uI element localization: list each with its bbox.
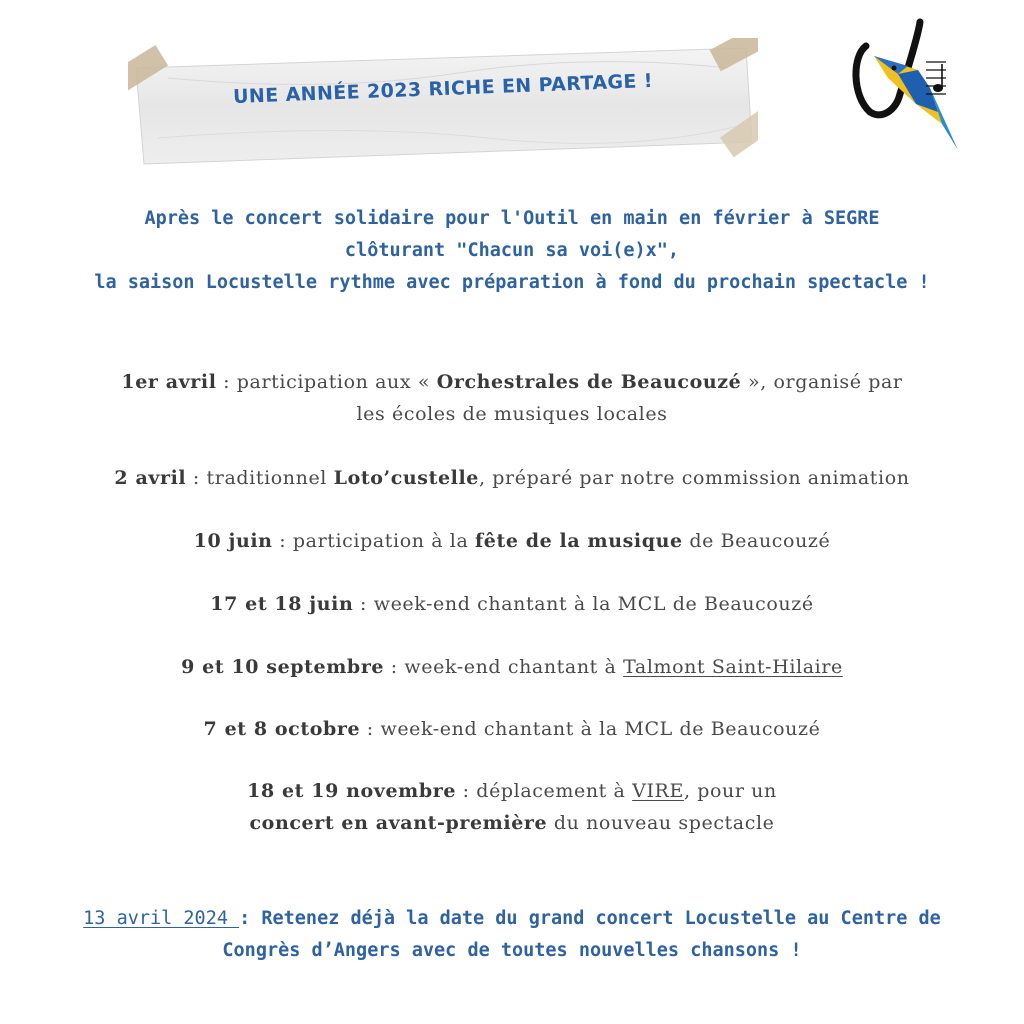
event-item — [20, 462, 1004, 494]
event-date: 2 avril — [114, 467, 187, 489]
event-item — [20, 525, 1004, 557]
event-date: 7 et 8 octobre — [203, 718, 361, 740]
event-text: : week-end chantant à la MCL de Beaucouzé — [353, 593, 814, 615]
event-text: : week-end chantant à la MCL de Beaucouzé — [360, 718, 821, 740]
event-date: 17 et 18 juin — [210, 593, 354, 615]
event-text: : traditionnel — [186, 467, 334, 489]
event-text: , pour un — [683, 780, 777, 802]
event-date: 9 et 10 septembre — [181, 656, 385, 678]
event-text: : participation à la — [272, 530, 476, 552]
vire-link[interactable]: VIRE — [632, 780, 684, 802]
kingfisher-music-note-logo-icon — [846, 16, 962, 154]
event-text: : déplacement à — [456, 780, 633, 802]
banner-title: UNE ANNÉE 2023 RICHE EN PARTAGE ! — [232, 69, 654, 109]
concert-date-link[interactable]: 13 avril 2024 — [83, 908, 240, 929]
intro-text — [20, 203, 1004, 299]
event-text: du nouveau spectacle — [547, 812, 775, 834]
event-date: 18 et 19 novembre — [247, 780, 457, 802]
event-highlight: concert en avant-première — [249, 812, 548, 834]
event-item — [20, 651, 1004, 683]
event-highlight: Orchestrales de Beaucouzé — [436, 371, 742, 393]
event-date: 1er avril — [121, 371, 217, 393]
intro-line-3: la saison Locustelle rythme avec préparation à fond du prochain spectacle ! — [94, 272, 930, 293]
talmont-link[interactable]: Talmont Saint-Hilaire — [623, 656, 843, 678]
event-text: de Beaucouzé — [682, 530, 831, 552]
event-text: : week-end chantant à — [384, 656, 624, 678]
event-text: , préparé par notre commission animation — [479, 467, 910, 489]
closing-line-2: Congrès d’Angers avec de toutes nouvelles chansons ! — [222, 940, 802, 961]
event-item — [20, 713, 1004, 745]
event-item — [20, 588, 1004, 620]
event-highlight: Loto’custelle — [333, 467, 479, 489]
event-text: : participation aux « — [216, 371, 437, 393]
intro-line-1: Après le concert solidaire pour l'Outil en main en février à SEGRE — [144, 208, 880, 229]
event-highlight: fête de la musique — [475, 530, 683, 552]
event-text-line-2: les écoles de musiques locales — [356, 403, 668, 425]
event-text: », organisé par — [741, 371, 903, 393]
event-date: 10 juin — [193, 530, 273, 552]
event-item — [20, 775, 1004, 839]
title-banner — [128, 38, 758, 166]
intro-line-2: clôturant "Chacun sa voi(e)x", — [344, 240, 680, 261]
event-item — [20, 366, 1004, 430]
closing-line-1: : Retenez déjà la date du grand concert Locustelle au Centre de — [239, 908, 941, 929]
closing-announcement — [20, 903, 1004, 967]
